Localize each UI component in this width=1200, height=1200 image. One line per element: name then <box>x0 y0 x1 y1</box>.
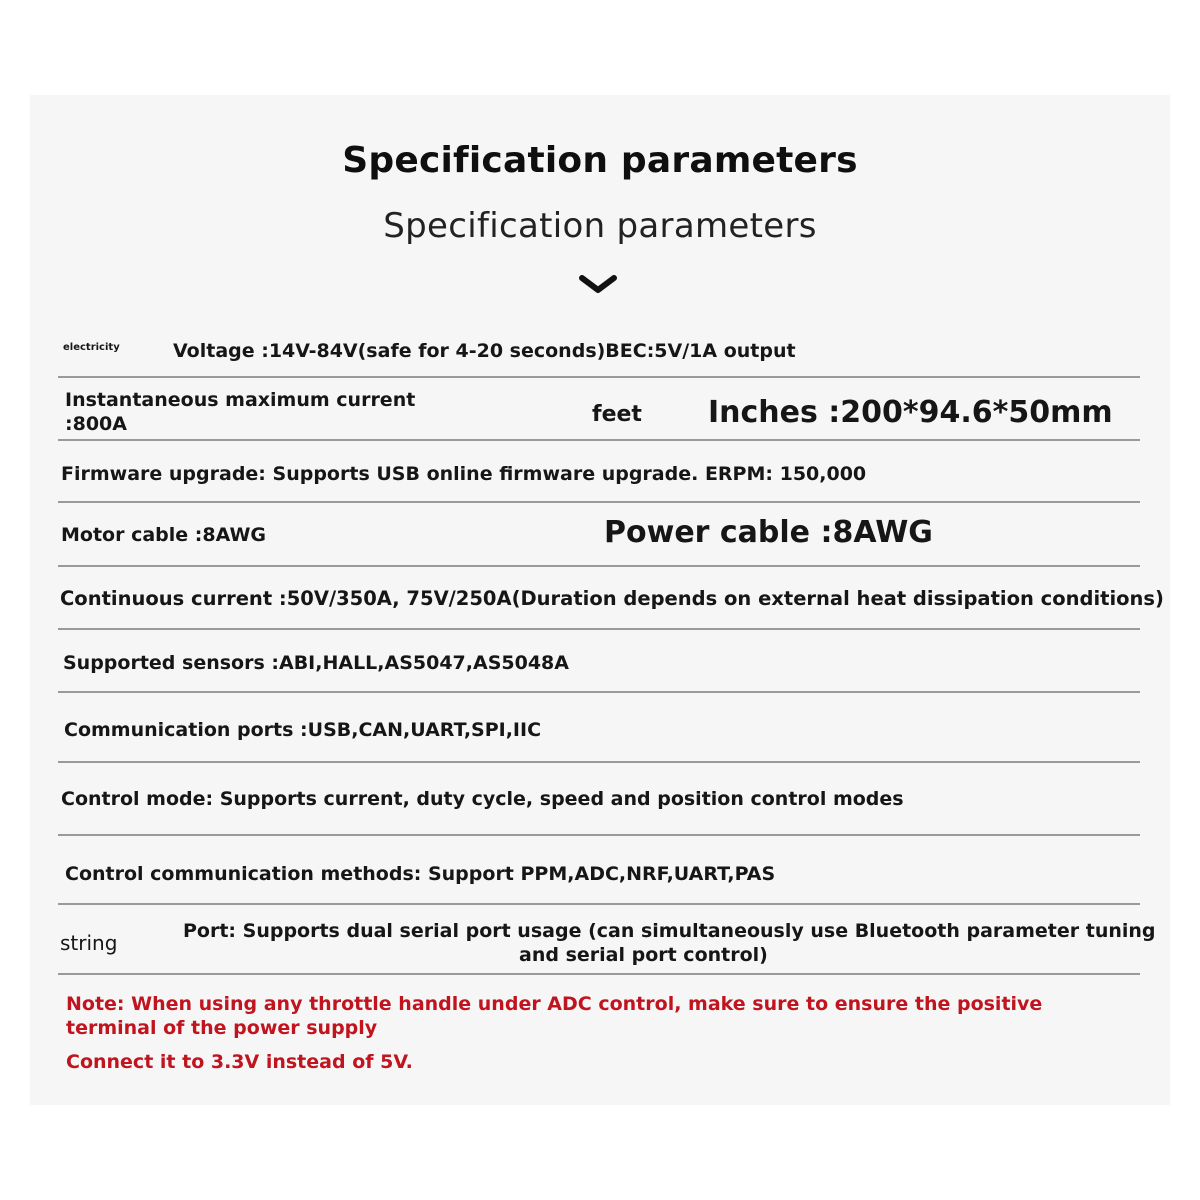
spec-row-voltage <box>58 330 1140 378</box>
port-spec-line2: and serial port control) <box>519 944 768 966</box>
spec-row-continuous <box>58 567 1164 630</box>
page-subtitle: Specification parameters <box>383 206 817 246</box>
ports-spec: Communication ports :USB,CAN,UART,SPI,IIC <box>64 719 542 741</box>
control-mode-spec: Control mode: Supports current, duty cycle, speed and position control modes <box>61 788 904 810</box>
note-line-2: terminal of the power supply <box>66 1017 378 1039</box>
spec-row-current <box>58 378 1140 441</box>
motor-cable-spec: Motor cable :8AWG <box>61 524 267 546</box>
power-cable-spec: Power cable :8AWG <box>604 515 933 550</box>
max-current-value: :800A <box>65 413 127 435</box>
continuous-current-spec: Continuous current :50V/350A, 75V/250A(Duration depends on external heat dissipation conditions) <box>60 587 1164 610</box>
note-line-1: Note: When using any throttle handle under ADC control, make sure to ensure the positive <box>66 993 1043 1015</box>
firmware-spec: Firmware upgrade: Supports USB online firmware upgrade. ERPM: 150,000 <box>61 463 867 485</box>
voltage-spec: Voltage :14V-84V(safe for 4-20 seconds)BEC:5V/1A output <box>173 340 796 362</box>
note-line-3: Connect it to 3.3V instead of 5V. <box>66 1051 413 1073</box>
spec-row-control-mode <box>58 763 1140 836</box>
port-spec-line1: Port: Supports dual serial port usage (can simultaneously use Bluetooth parameter tuning <box>183 920 1156 942</box>
row-label-electricity: electricity <box>63 342 120 353</box>
spec-row-cables <box>58 503 1140 567</box>
spec-row-ports <box>58 693 1140 763</box>
spec-row-firmware <box>58 441 1140 503</box>
spec-row-control-comm <box>58 836 1140 905</box>
page-title: Specification parameters <box>342 140 858 181</box>
control-comm-spec: Control communication methods: Support PPM,ADC,NRF,UART,PAS <box>65 863 776 885</box>
spec-row-sensors <box>58 630 1140 693</box>
max-current-label: Instantaneous maximum current <box>65 389 416 411</box>
feet-label: feet <box>592 402 642 427</box>
row-label-string: string <box>60 931 118 955</box>
spec-row-string <box>58 905 1156 975</box>
dimensions-spec: Inches :200*94.6*50mm <box>708 395 1113 430</box>
chevron-down-icon <box>579 274 617 296</box>
sensors-spec: Supported sensors :ABI,HALL,AS5047,AS5048A <box>63 652 569 674</box>
